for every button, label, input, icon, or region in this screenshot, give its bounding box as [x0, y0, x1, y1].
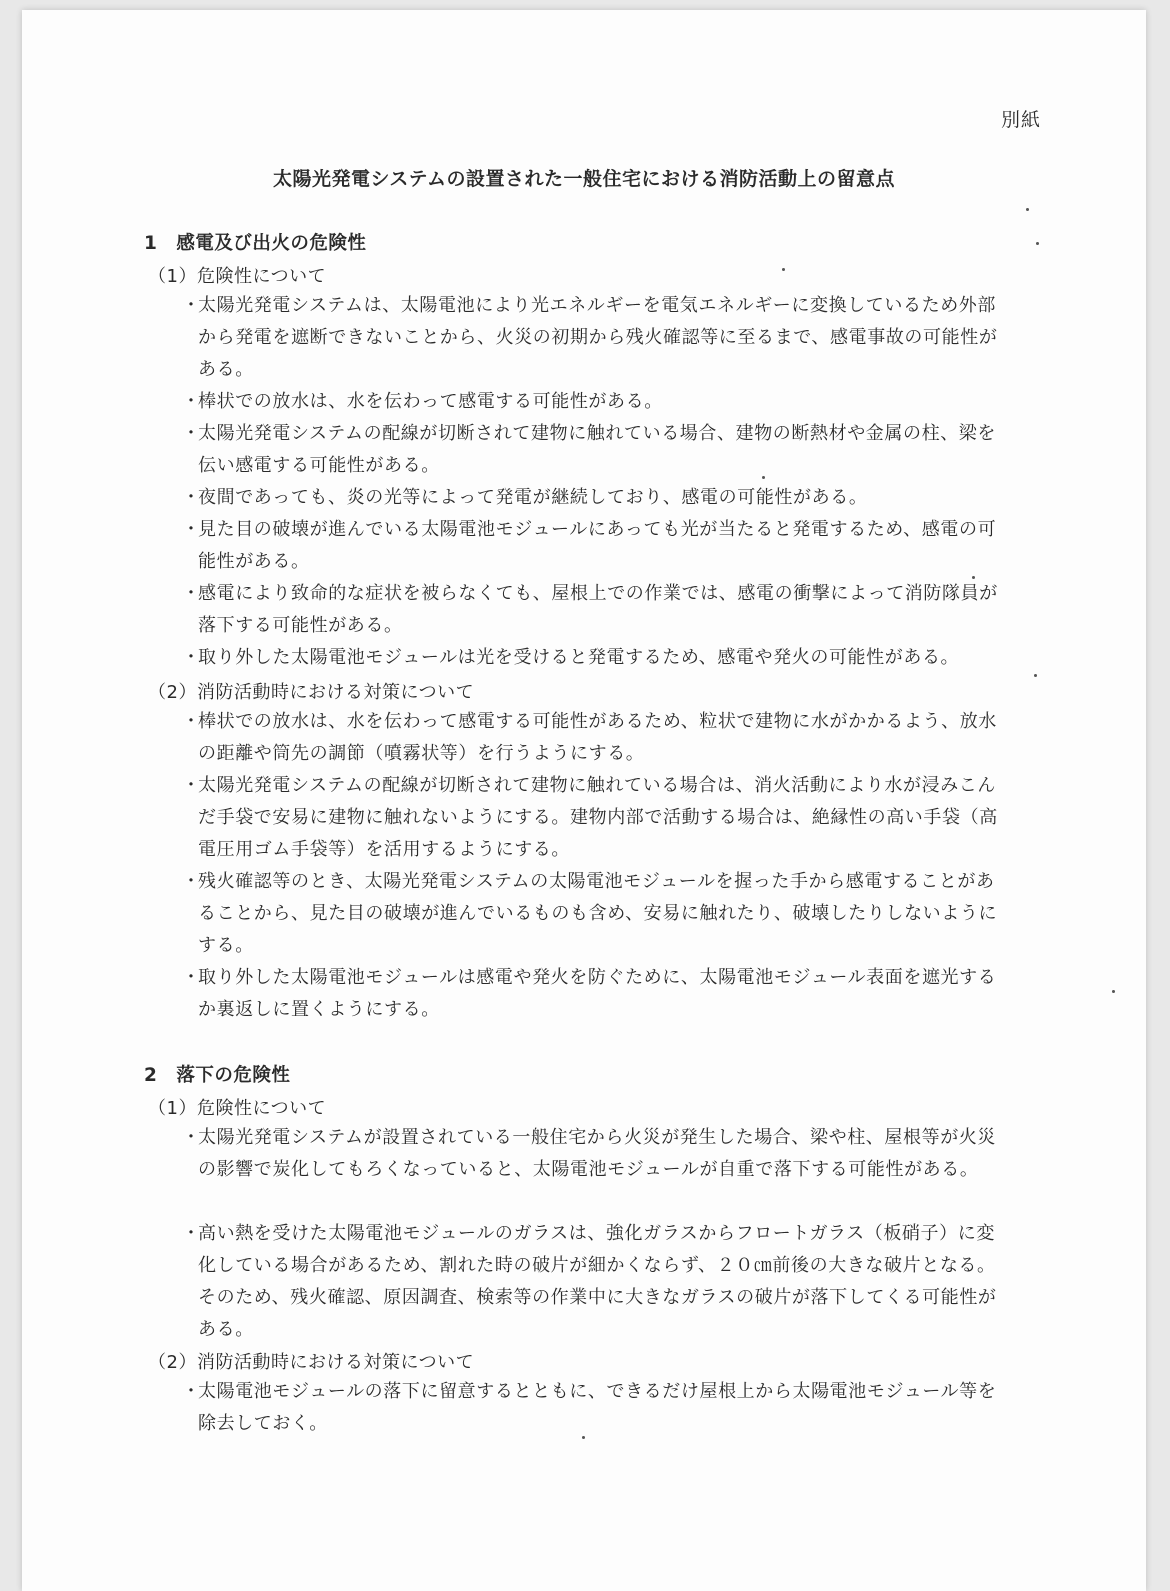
bullet-item: ・ 太陽光発電システムが設置されている一般住宅から火災が発生した場合、梁や柱、屋根等が火災の影響で炭化してもろくなっていると、太陽電池モジュールが自重で落下する可能性がある。 — [182, 1127, 996, 1180]
bullet-item: ・ 高い熱を受けた太陽電池モジュールのガラスは、強化ガラスからフロートガラス（板硝子）に変化している場合があるため、割れた時の破片が細かくならず、２０㎝前後の大きな破片となる。そのため、残火確認、原因調査、検索等の作業中に大きなガラスの破片が落下してくる可能性がある。 — [182, 1223, 997, 1340]
subsection-heading-countermeasures: （2）消防活動時における対策について — [148, 682, 475, 703]
subsection-heading-countermeasures: （2）消防活動時における対策について — [148, 1352, 475, 1373]
subsection-heading-risks: （1）危険性について — [148, 1098, 327, 1119]
bullet-item: ・ 感電により致命的な症状を被らなくても、屋根上での作業では、感電の衝撃によって消防隊員が落下する可能性がある。 — [182, 583, 998, 636]
section-heading-electric-shock: 1 感電及び出火の危険性 — [144, 233, 367, 254]
scan-speck — [972, 576, 975, 579]
bullet-item: ・ 棒状での放水は、水を伝わって感電する可能性があるため、粒状で建物に水がかかるよう、放水の距離や筒先の調節（噴霧状等）を行うようにする。 — [182, 711, 997, 764]
subsection-heading-risks: （1）危険性について — [148, 266, 327, 287]
section-heading-falling: 2 落下の危険性 — [144, 1065, 291, 1086]
scan-speck — [762, 476, 765, 479]
bullet-item: ・ 太陽電池モジュールの落下に留意するとともに、できるだけ屋根上から太陽電池モジュール等を除去しておく。 — [182, 1381, 997, 1434]
scan-speck — [1112, 990, 1115, 993]
document-title: 太陽光発電システムの設置された一般住宅における消防活動上の留意点 — [272, 168, 896, 190]
bullet-item: ・ 取り外した太陽電池モジュールは光を受けると発電するため、感電や発火の可能性がある。 — [182, 647, 960, 668]
scan-speck — [782, 268, 785, 271]
document-page — [22, 10, 1146, 1591]
bullet-item: ・ 太陽光発電システムの配線が切断されて建物に触れている場合は、消火活動により水が浸みこんだ手袋で安易に建物に触れないようにする。建物内部で活動する場合は、絶縁性の高い手袋（高電圧用ゴム手袋等）を活用するようにする。 — [182, 775, 998, 860]
attachment-label: 別紙 — [1000, 109, 1041, 131]
bullet-item: ・ 太陽光発電システムは、太陽電池により光エネルギーを電気エネルギーに変換しているため外部から発電を遮断できないことから、火災の初期から残火確認等に至るまで、感電事故の可能性がある。 — [182, 295, 998, 380]
bullet-item: ・ 残火確認等のとき、太陽光発電システムの太陽電池モジュールを握った手から感電することがあることから、見た目の破壊が進んでいるものも含め、安易に触れたり、破壊したりしないようにする。 — [182, 871, 998, 956]
scan-speck — [582, 1436, 585, 1439]
bullet-item: ・ 棒状での放水は、水を伝わって感電する可能性がある。 — [182, 391, 663, 412]
scan-speck — [1026, 208, 1029, 211]
bullet-item: ・ 夜間であっても、炎の光等によって発電が継続しており、感電の可能性がある。 — [182, 487, 868, 508]
scan-speck — [1034, 674, 1037, 677]
bullet-item: ・ 見た目の破壊が進んでいる太陽電池モジュールにあっても光が当たると発電するため、感電の可能性がある。 — [182, 519, 997, 572]
bullet-item: ・ 太陽光発電システムの配線が切断されて建物に触れている場合、建物の断熱材や金属の柱、梁を伝い感電する可能性がある。 — [182, 423, 996, 476]
bullet-item: ・ 取り外した太陽電池モジュールは感電や発火を防ぐために、太陽電池モジュール表面を遮光するか裏返しに置くようにする。 — [182, 967, 997, 1020]
scan-speck — [1036, 242, 1039, 245]
